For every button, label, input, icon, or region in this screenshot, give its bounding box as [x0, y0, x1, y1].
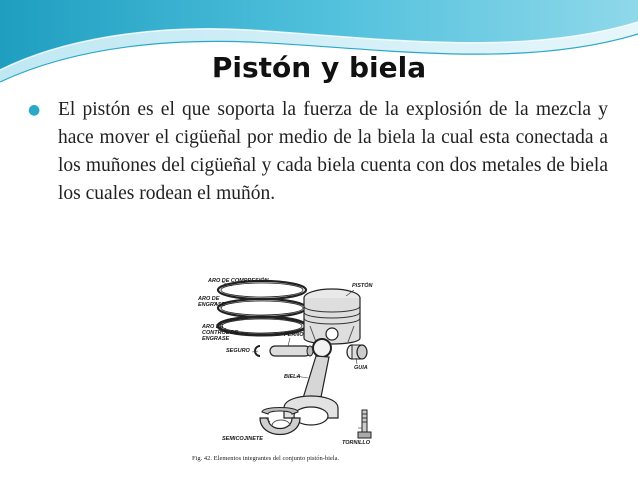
bushing-icon [347, 345, 367, 359]
label-aro-control: ARO DE CONTROL DE ENGRASE [202, 324, 239, 342]
label-perno: PERNO [284, 332, 304, 338]
label-piston: PISTÓN [352, 283, 373, 289]
bullet-list [28, 96, 608, 208]
label-guia: GUIA [354, 365, 368, 371]
bullet-text: El pistón es el que soporta la fuerza de la explosión de la mezcla y hace mover el cigüeñal por medio de la biela la cual esta conectada a los muñones del cigüeñal y cada biela cuenta con dos metales de biela los cuales rodean el muñón. [58, 99, 608, 204]
bearing-shells-icon [260, 408, 300, 435]
label-seguro: SEGURO [226, 348, 250, 354]
piston-icon [304, 289, 360, 344]
piston-pin-icon [255, 346, 313, 356]
slide-title: Pistón y biela [211, 51, 427, 84]
label-aro-compresion: ARO DE COMPRESIÓN [208, 278, 269, 284]
label-tornillo: TORNILLO [342, 440, 371, 446]
label-biela: BIELA [284, 374, 301, 380]
piston-rod-figure [192, 268, 392, 468]
label-aro-engrase: ARO DE ENGRASE [198, 296, 226, 308]
circle-bullet-icon: ● [28, 102, 41, 118]
bolt-icon [358, 410, 371, 438]
label-semicojinete: SEMICOJINETE [222, 436, 263, 442]
figure-caption: Fig. 42. Elementos integrantes del conjunto pistón-biela. [192, 455, 340, 462]
